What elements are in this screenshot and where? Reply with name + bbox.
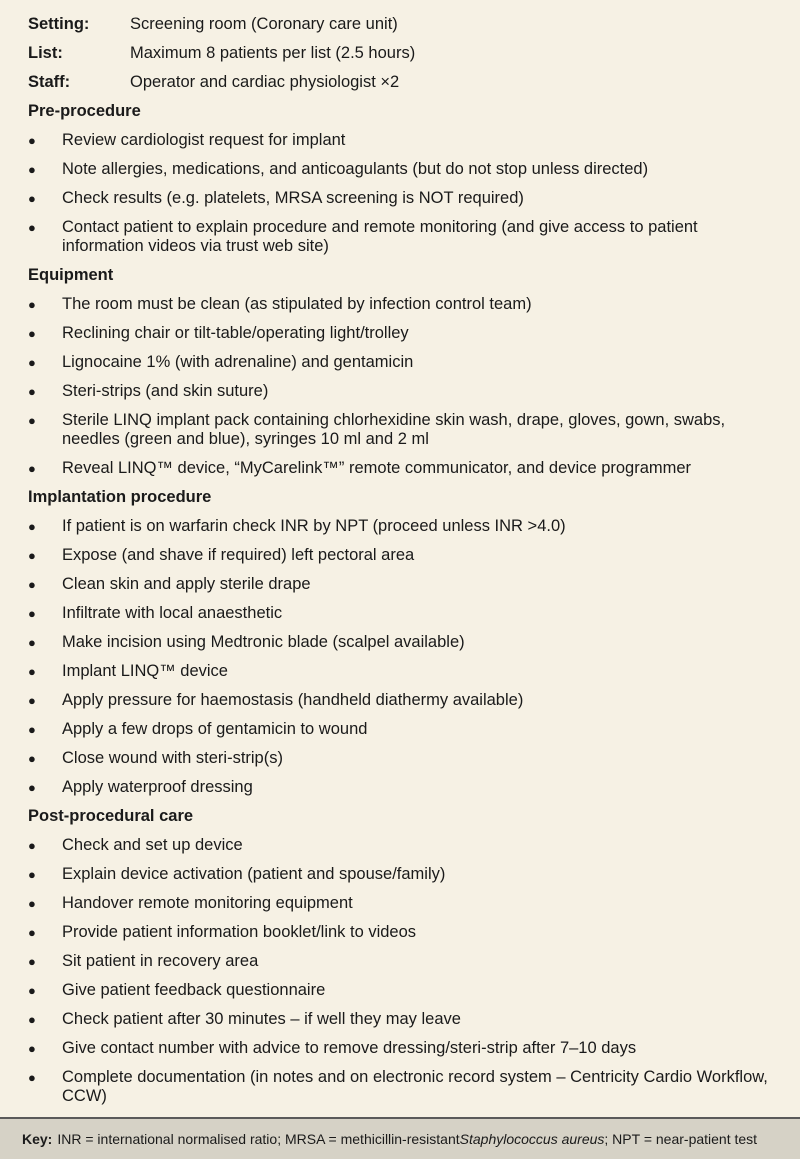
bullet-icon: ●	[28, 191, 36, 206]
bullet-icon: ●	[28, 220, 36, 235]
bullet-icon: ●	[28, 413, 36, 428]
meta-label: Setting:	[28, 15, 90, 33]
bullet-icon: ●	[28, 896, 36, 911]
list-item	[0, 744, 800, 773]
key-text-before: INR = international normalised ratio; MRSA = methicillin-resistant	[57, 1131, 460, 1147]
list-item-text: Complete documentation (in notes and on electronic record system – Centricity Cardio Workflow, CCW)	[62, 1068, 768, 1105]
list-item	[0, 1034, 800, 1063]
bullet-icon: ●	[28, 751, 36, 766]
list-item	[0, 348, 800, 377]
bullet-icon: ●	[28, 1041, 36, 1056]
list-item	[0, 686, 800, 715]
meta-row	[0, 39, 800, 68]
list-item-text: Make incision using Medtronic blade (scalpel available)	[62, 633, 465, 651]
bullet-icon: ●	[28, 1012, 36, 1027]
list-item	[0, 541, 800, 570]
list-item	[0, 290, 800, 319]
bullet-icon: ●	[28, 133, 36, 148]
list-item-text: Lignocaine 1% (with adrenaline) and gentamicin	[62, 353, 414, 371]
meta-value: Operator and cardiac physiologist ×2	[130, 73, 400, 91]
list-item	[0, 831, 800, 860]
list-item-text: Sterile LINQ implant pack containing chlorhexidine skin wash, drape, gloves, gown, swabs, needles (green and blue), syringes 10 ml and 2 ml	[62, 411, 726, 448]
list-item-text: Close wound with steri-strip(s)	[62, 749, 283, 767]
list-item-text: Review cardiologist request for implant	[62, 131, 346, 149]
list-item	[0, 976, 800, 1005]
list-item	[0, 126, 800, 155]
list-item-text: The room must be clean (as stipulated by infection control team)	[62, 295, 532, 313]
section-heading: Implantation procedure	[28, 488, 212, 506]
bullet-icon: ●	[28, 162, 36, 177]
list-item-text: Infiltrate with local anaesthetic	[62, 604, 283, 622]
bullet-icon: ●	[28, 983, 36, 998]
list-item	[0, 860, 800, 889]
bullet-icon: ●	[28, 722, 36, 737]
bullet-icon: ●	[28, 664, 36, 679]
bullet-icon: ●	[28, 925, 36, 940]
list-item	[0, 947, 800, 976]
list-item-text: Give contact number with advice to remove dressing/steri-strip after 7–10 days	[62, 1039, 637, 1057]
bullet-icon: ●	[28, 326, 36, 341]
section-list	[0, 126, 800, 261]
meta-value: Maximum 8 patients per list (2.5 hours)	[130, 44, 416, 62]
key-label: Key:	[22, 1131, 53, 1147]
section-heading: Pre-procedure	[28, 102, 141, 120]
list-item-text: Clean skin and apply sterile drape	[62, 575, 311, 593]
bullet-icon: ●	[28, 606, 36, 621]
list-item	[0, 715, 800, 744]
list-item	[0, 1063, 800, 1111]
bullet-icon: ●	[28, 780, 36, 795]
list-item-text: Reveal LINQ™ device, “MyCarelink™” remote communicator, and device programmer	[62, 459, 692, 477]
meta-row	[0, 68, 800, 97]
key-text-italic: Staphylococcus aureus	[459, 1131, 605, 1147]
bullet-icon: ●	[28, 838, 36, 853]
bullet-icon: ●	[28, 519, 36, 534]
list-item-text: Apply waterproof dressing	[62, 778, 253, 796]
bullet-icon: ●	[28, 954, 36, 969]
bullet-icon: ●	[28, 461, 36, 476]
sections-block	[0, 97, 800, 1111]
list-item	[0, 889, 800, 918]
list-item	[0, 628, 800, 657]
key-footer	[0, 1117, 800, 1159]
list-item-text: Sit patient in recovery area	[62, 952, 259, 970]
list-item	[0, 773, 800, 802]
list-item	[0, 918, 800, 947]
section-list	[0, 290, 800, 483]
bullet-icon: ●	[28, 548, 36, 563]
list-item-text: Check results (e.g. platelets, MRSA screening is NOT required)	[62, 189, 524, 207]
list-item-text: Handover remote monitoring equipment	[62, 894, 353, 912]
list-item-text: Check and set up device	[62, 836, 243, 854]
bullet-icon: ●	[28, 384, 36, 399]
list-item-text: Contact patient to explain procedure and remote monitoring (and give access to patient information videos via trust web site)	[62, 218, 698, 255]
meta-label: Staff:	[28, 73, 71, 91]
list-item	[0, 657, 800, 686]
meta-row	[0, 10, 800, 39]
list-item	[0, 1005, 800, 1034]
list-item-text: If patient is on warfarin check INR by NPT (proceed unless INR >4.0)	[62, 517, 566, 535]
bullet-icon: ●	[28, 693, 36, 708]
list-item	[0, 377, 800, 406]
section-list	[0, 512, 800, 802]
list-item-text: Apply a few drops of gentamicin to wound	[62, 720, 368, 738]
section-heading: Equipment	[28, 266, 114, 284]
bullet-icon: ●	[28, 635, 36, 650]
list-item-text: Check patient after 30 minutes – if well they may leave	[62, 1010, 461, 1028]
list-item-text: Note allergies, medications, and anticoagulants (but do not stop unless directed)	[62, 160, 649, 178]
meta-label: List:	[28, 44, 63, 62]
list-item-text: Give patient feedback questionnaire	[62, 981, 326, 999]
bullet-icon: ●	[28, 355, 36, 370]
list-item-text: Apply pressure for haemostasis (handheld diathermy available)	[62, 691, 524, 709]
bullet-icon: ●	[28, 577, 36, 592]
list-item-text: Expose (and shave if required) left pectoral area	[62, 546, 415, 564]
meta-block	[0, 10, 800, 97]
list-item-text: Provide patient information booklet/link to videos	[62, 923, 417, 941]
bullet-icon: ●	[28, 867, 36, 882]
list-item	[0, 454, 800, 483]
list-item	[0, 406, 800, 454]
bullet-icon: ●	[28, 297, 36, 312]
section-list	[0, 831, 800, 1111]
section-heading: Post-procedural care	[28, 807, 194, 825]
list-item	[0, 319, 800, 348]
list-item-text: Explain device activation (patient and spouse/family)	[62, 865, 446, 883]
list-item	[0, 570, 800, 599]
list-item-text: Implant LINQ™ device	[62, 662, 228, 680]
list-item	[0, 512, 800, 541]
bullet-icon: ●	[28, 1070, 36, 1085]
list-item-text: Reclining chair or tilt-table/operating light/trolley	[62, 324, 409, 342]
list-item	[0, 155, 800, 184]
meta-value: Screening room (Coronary care unit)	[130, 15, 398, 33]
list-item	[0, 213, 800, 261]
list-item	[0, 184, 800, 213]
list-item	[0, 599, 800, 628]
list-item-text: Steri-strips (and skin suture)	[62, 382, 269, 400]
key-text-after: ; NPT = near-patient test	[604, 1131, 758, 1147]
